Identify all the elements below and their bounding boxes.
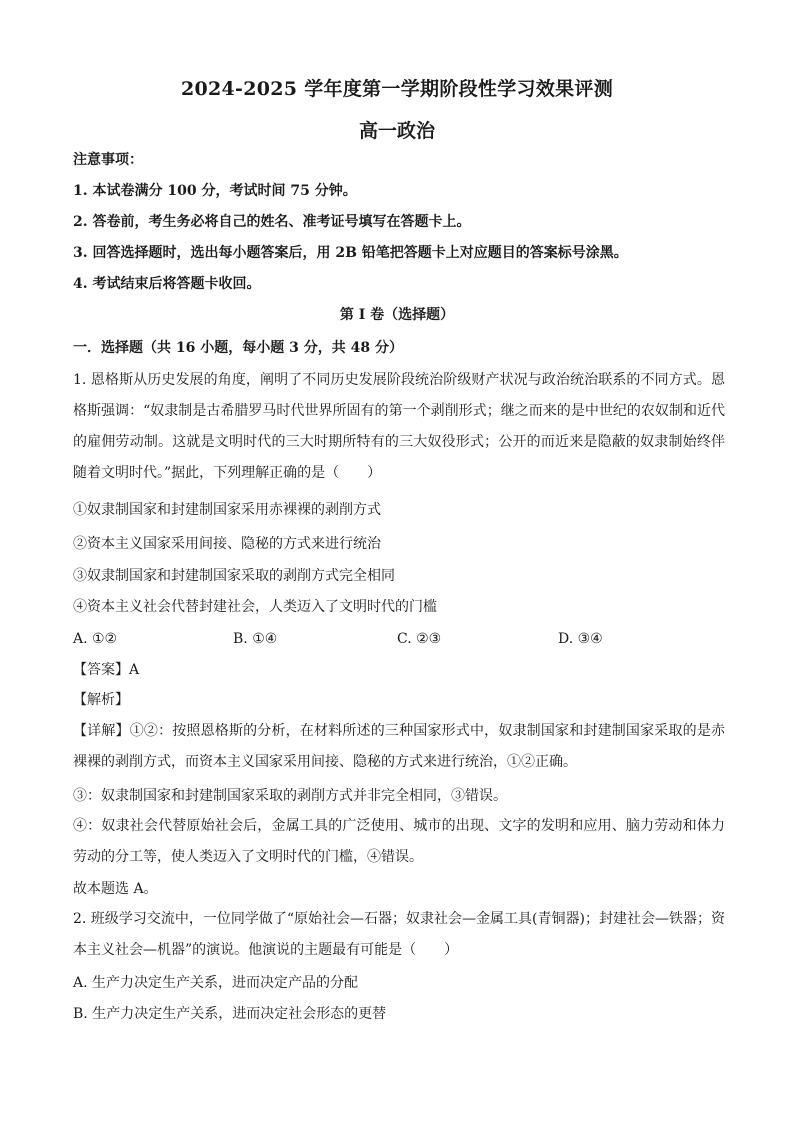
question-1-option-d: D. ③④ (558, 631, 603, 647)
question-2-option-b: B. 生产力决定生产关系，进而决定社会形态的更替 (73, 1006, 387, 1022)
question-1-option-a: A. ①② (73, 631, 118, 647)
page-title: 2024-2025 学年度第一学期阶段性学习效果评测 (180, 78, 614, 100)
question-1-detail: 【详解】①②：按照恩格斯的分析，在材料所述的三种国家形式中，奴隶制国家和封建制国家采取的是赤裸裸的剥削方式，而资本主义国家采用间接、隐秘的方式来进行统治，①②正确。 (73, 723, 725, 770)
question-1-option-c: C. ②③ (397, 631, 442, 647)
question-2-option-a: A. 生产力决定生产关系，进而决定产品的分配 (73, 975, 359, 991)
question-1-stem: 1. 恩格斯从历史发展的角度，阐明了不同历史发展阶段统治阶级财产状况与政治统治联系的不同方式。恩格斯强调：“奴隶制是古希腊罗马时代世界所固有的第一个剥削形式；继之而来的是中世纪的农奴制和近代的雇佣劳动制。这就是文明时代的三大时期所特有的三大奴役形式；公开的而近来是隐蔽的奴隶制始终伴随着文明时代。”据此，下列理解正确的是（ ） (73, 372, 725, 481)
question-1-statement: ④资本主义社会代替封建社会，人类迈入了文明时代的门槛 (73, 599, 437, 615)
question-1-statement: ①奴隶制国家和封建制国家采用赤裸裸的剥削方式 (73, 502, 381, 518)
section-heading: 一．选择题（共 16 小题，每小题 3 分，共 48 分） (73, 340, 403, 356)
notice-item: 2. 答卷前，考生务必将自己的姓名、准考证号填写在答题卡上。 (73, 214, 471, 230)
question-1-analysis-label: 【解析】 (73, 692, 129, 708)
question-1-option-b: B. ①④ (233, 631, 278, 647)
notice-item: 4. 考试结束后将答题卡收回。 (73, 276, 261, 292)
question-1-statement: ③奴隶制国家和封建制国家采取的剥削方式完全相同 (73, 568, 395, 584)
notice-item: 3. 回答选择题时，选出每小题答案后，用 2B 铅笔把答题卡上对应题目的答案标号涂黑。 (73, 245, 628, 261)
question-2-stem: 2. 班级学习交流中，一位同学做了“原始社会—石器；奴隶社会—金属工具(青铜器)；封建社会—铁器；资本主义社会—机器”的演说。他演说的主题最有可能是（ ） (73, 911, 725, 958)
question-1-detail-4: ④：奴隶社会代替原始社会后，金属工具的广泛使用、城市的出现、文字的发明和应用、脑力劳动和体力劳动的分工等，使人类迈入了文明时代的门槛，④错误。 (73, 818, 725, 865)
part-title: 第 I 卷（选择题） (339, 307, 455, 323)
notice-heading: 注意事项： (73, 152, 143, 168)
question-1-statement: ②资本主义国家采用间接、隐秘的方式来进行统治 (73, 536, 381, 552)
question-1-conclusion: 故本题选 A。 (73, 881, 158, 897)
notice-item: 1. 本试卷满分 100 分，考试时间 75 分钟。 (73, 183, 357, 199)
question-1-detail-3: ③：奴隶制国家和封建制国家采取的剥削方式并非完全相同，③错误。 (73, 788, 507, 804)
page-subtitle: 高一政治 (358, 120, 435, 142)
question-1-answer: 【答案】A (73, 662, 140, 678)
